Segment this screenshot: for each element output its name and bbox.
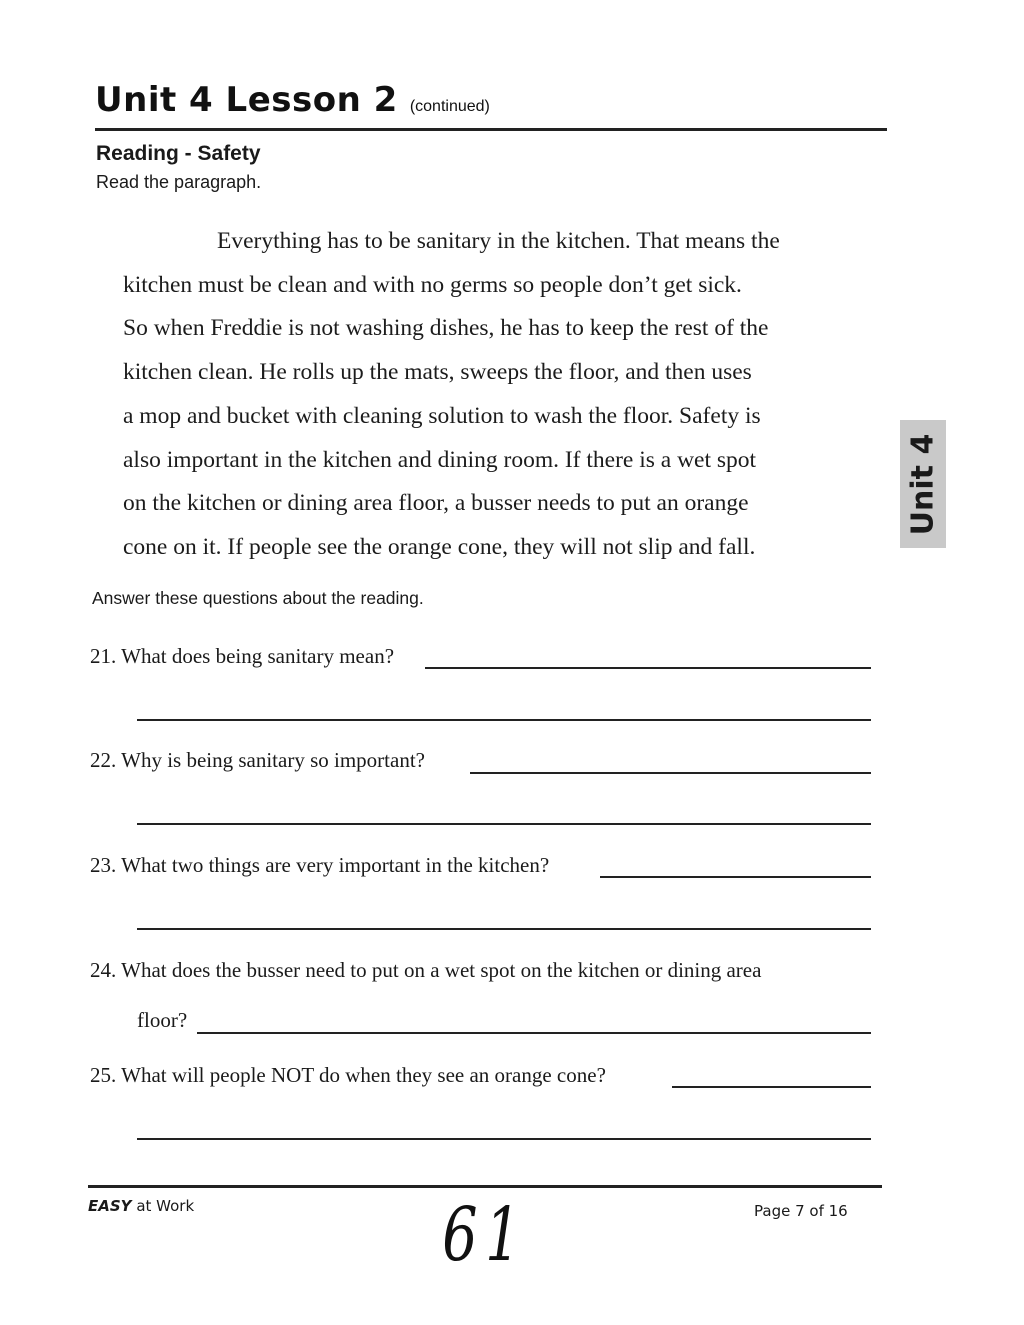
paragraph-line: cone on it. If people see the orange cone, they will not slip and fall. [123, 533, 756, 560]
answer-line-24[interactable] [197, 1032, 871, 1034]
paragraph-line: a mop and bucket with cleaning solution to wash the floor. Safety is [123, 402, 761, 429]
footer-brand-bold: EASY [88, 1197, 132, 1215]
answer-line-25b[interactable] [137, 1138, 871, 1140]
question-21: 21. What does being sanitary mean? [90, 644, 395, 668]
question-24: 24. What does the busser need to put on a wet spot on the kitchen or dining area [90, 958, 762, 982]
handwritten-page-number: 61 [442, 1192, 528, 1278]
question-22: 22. Why is being sanitary so important? [90, 748, 425, 772]
answer-line-23b[interactable] [137, 928, 871, 930]
paragraph-line: Everything has to be sanitary in the kitchen. That means the [217, 228, 780, 254]
paragraph-line: So when Freddie is not washing dishes, he has to keep the rest of the [123, 315, 769, 342]
paragraph-line: kitchen must be clean and with no germs so people don’t get sick. [123, 271, 742, 298]
question-25: 25. What will people NOT do when they see an orange cone? [90, 1063, 606, 1087]
section-heading: Reading - Safety [96, 142, 261, 165]
footer-divider [88, 1185, 882, 1188]
unit-side-tab [900, 420, 946, 548]
question-23: 23. What two things are very important in the kitchen? [90, 853, 550, 877]
reading-instruction: Read the paragraph. [96, 172, 262, 192]
questions-intro: Answer these questions about the reading. [92, 588, 424, 608]
footer-page-label: Page 7 of 16 [754, 1202, 848, 1220]
lesson-title: Unit 4 Lesson 2 [95, 80, 398, 120]
header-divider [95, 128, 887, 131]
question-24-continuation: floor? [137, 1008, 188, 1032]
lesson-title-suffix: (continued) [409, 98, 490, 115]
answer-line-25a[interactable] [672, 1086, 871, 1088]
paragraph-line: on the kitchen or dining area floor, a busser needs to put an orange [123, 490, 749, 517]
footer-brand-rest: at Work [136, 1197, 195, 1215]
answer-line-21b[interactable] [137, 719, 871, 721]
answer-line-22a[interactable] [470, 772, 871, 774]
answer-line-23a[interactable] [600, 876, 871, 878]
answer-line-22b[interactable] [137, 823, 871, 825]
paragraph-line: also important in the kitchen and dining room. If there is a wet spot [123, 446, 757, 473]
footer-brand [88, 1197, 194, 1215]
page-title [95, 80, 490, 120]
answer-line-21a[interactable] [425, 667, 871, 669]
unit-side-tab-label: Unit 4 [905, 433, 941, 535]
paragraph-line: kitchen clean. He rolls up the mats, sweeps the floor, and then uses [123, 359, 752, 386]
reading-paragraph [123, 220, 853, 570]
